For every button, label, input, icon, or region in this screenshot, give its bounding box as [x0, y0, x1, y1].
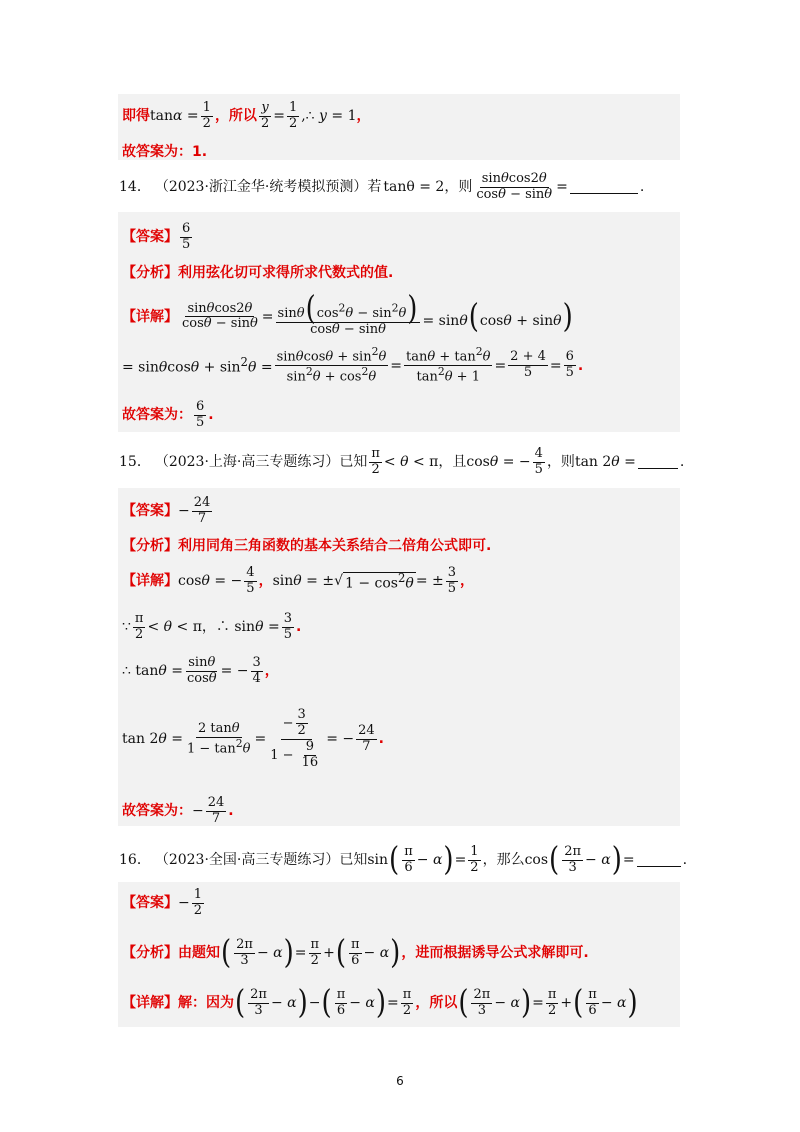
q16-detail: 【详解】 解：因为 ( $\frac{2\pi}{3}$ − α ) − ( $\frac{\pi}{6}$ − α ) = $\frac{\pi}{2}$ ，所以 ( $\frac{2\pi}{3}$ − α ) = $\frac{\pi}{2}$ + ( $\frac{\pi}{6}$ − α ) — [122, 984, 638, 1023]
q14-final: 故答案为： $\frac{6}{5}$ . — [122, 399, 214, 430]
q15-detail-2: ∵ $\frac{\pi}{2}$ < θ < π，∴ sinθ = $\frac{3}{5}$ . — [122, 611, 302, 642]
top-line-1: 即得 tanα = $\frac{1}{2}$ ，所以 $\frac{y}{2}$ = $\frac{1}{2}$ ,∴ y = 1 ， — [122, 100, 371, 131]
q16-analysis: 【分析】 由题知 ( $\frac{2\pi}{3}$ − α ) = $\frac{\pi}{2}$ + ( $\frac{\pi}{6}$ − α ) ，进而根据诱导公式求解即可. — [122, 934, 589, 973]
q16-blank — [637, 854, 681, 867]
page-number: 6 — [396, 1074, 404, 1088]
q14-answer: 【答案】 $\frac{6}{5}$ — [122, 221, 191, 252]
q15-detail-1: 【详解】 cosθ = − $\frac{4}{5}$ ， sinθ = ± √ $1 - \cos^2\theta$ = ± $\frac{3}{5}$ ， — [122, 565, 475, 596]
q15-blank — [638, 456, 678, 469]
q15-detail-3: ∴ tanθ = $\frac{\sin\theta}{\cos\theta}$ = − $\frac{3}{4}$ ， — [122, 655, 279, 686]
q15-detail-4: tan 2θ = $\frac{2 \tan\theta}{1 - \tan^2\theta}$ = − $\frac{3}{2}$ 1 − $\frac{9}{16}$ = − $\frac{24}{7}$ . — [122, 707, 384, 770]
q15-question: 15． （2023·上海·高三专题练习）已知 $\frac{\pi}{2}$ < θ < π ，且 cosθ = − $\frac{4}{5}$ ，则 tan 2θ = . — [119, 446, 685, 477]
q14-question: 14． （2023·浙江金华·统考模拟预测）若 tanθ = 2 ，则 $\frac{\sin\theta\cos 2\theta}{\cos\theta - \sin\theta}$ = . — [119, 171, 645, 202]
q15-answer: 【答案】 − $\frac{24}{7}$ — [122, 495, 211, 526]
q15-final: 故答案为： − $\frac{24}{7}$ . — [122, 795, 234, 826]
q14-analysis: 【分析】 利用弦化切可求得所求代数式的值. — [122, 265, 394, 281]
q16-answer: 【答案】 − $\frac{1}{2}$ — [122, 887, 203, 918]
q16-question: 16． （2023·全国·高三专题练习）已知 sin ( $\frac{\pi}{6}$ − α ) = $\frac{1}{2}$ ，那么 cos ( $\frac{2\pi}{3}$ − α ) = . — [119, 841, 688, 880]
q15-analysis: 【分析】 利用同角三角函数的基本关系结合二倍角公式即可. — [122, 538, 492, 554]
top-answer-line: 故答案为：1. — [122, 144, 208, 160]
q14-detail-1: 【详解】 $\frac{\sin\theta\cos 2\theta}{\cos\theta - \sin\theta}$ = $\frac{\sin\theta(\cos^2\theta - \sin^2\theta)}{\cos\theta - \sin\theta}$ = sinθ(cosθ + sinθ) — [122, 290, 573, 337]
q14-blank — [570, 181, 638, 194]
q14-detail-2: = $\sin\theta\cos\theta + \sin^2\theta$ = $\frac{\sin\theta\cos\theta + \sin^2\theta}{\sin^2\theta + \cos^2\theta}$ = $\frac{\tan\theta + \tan^2\theta}{\tan^2\theta + 1}$ = $\frac{2 + 4}{5}$ = $\frac{6}{5}$ . — [122, 345, 584, 385]
